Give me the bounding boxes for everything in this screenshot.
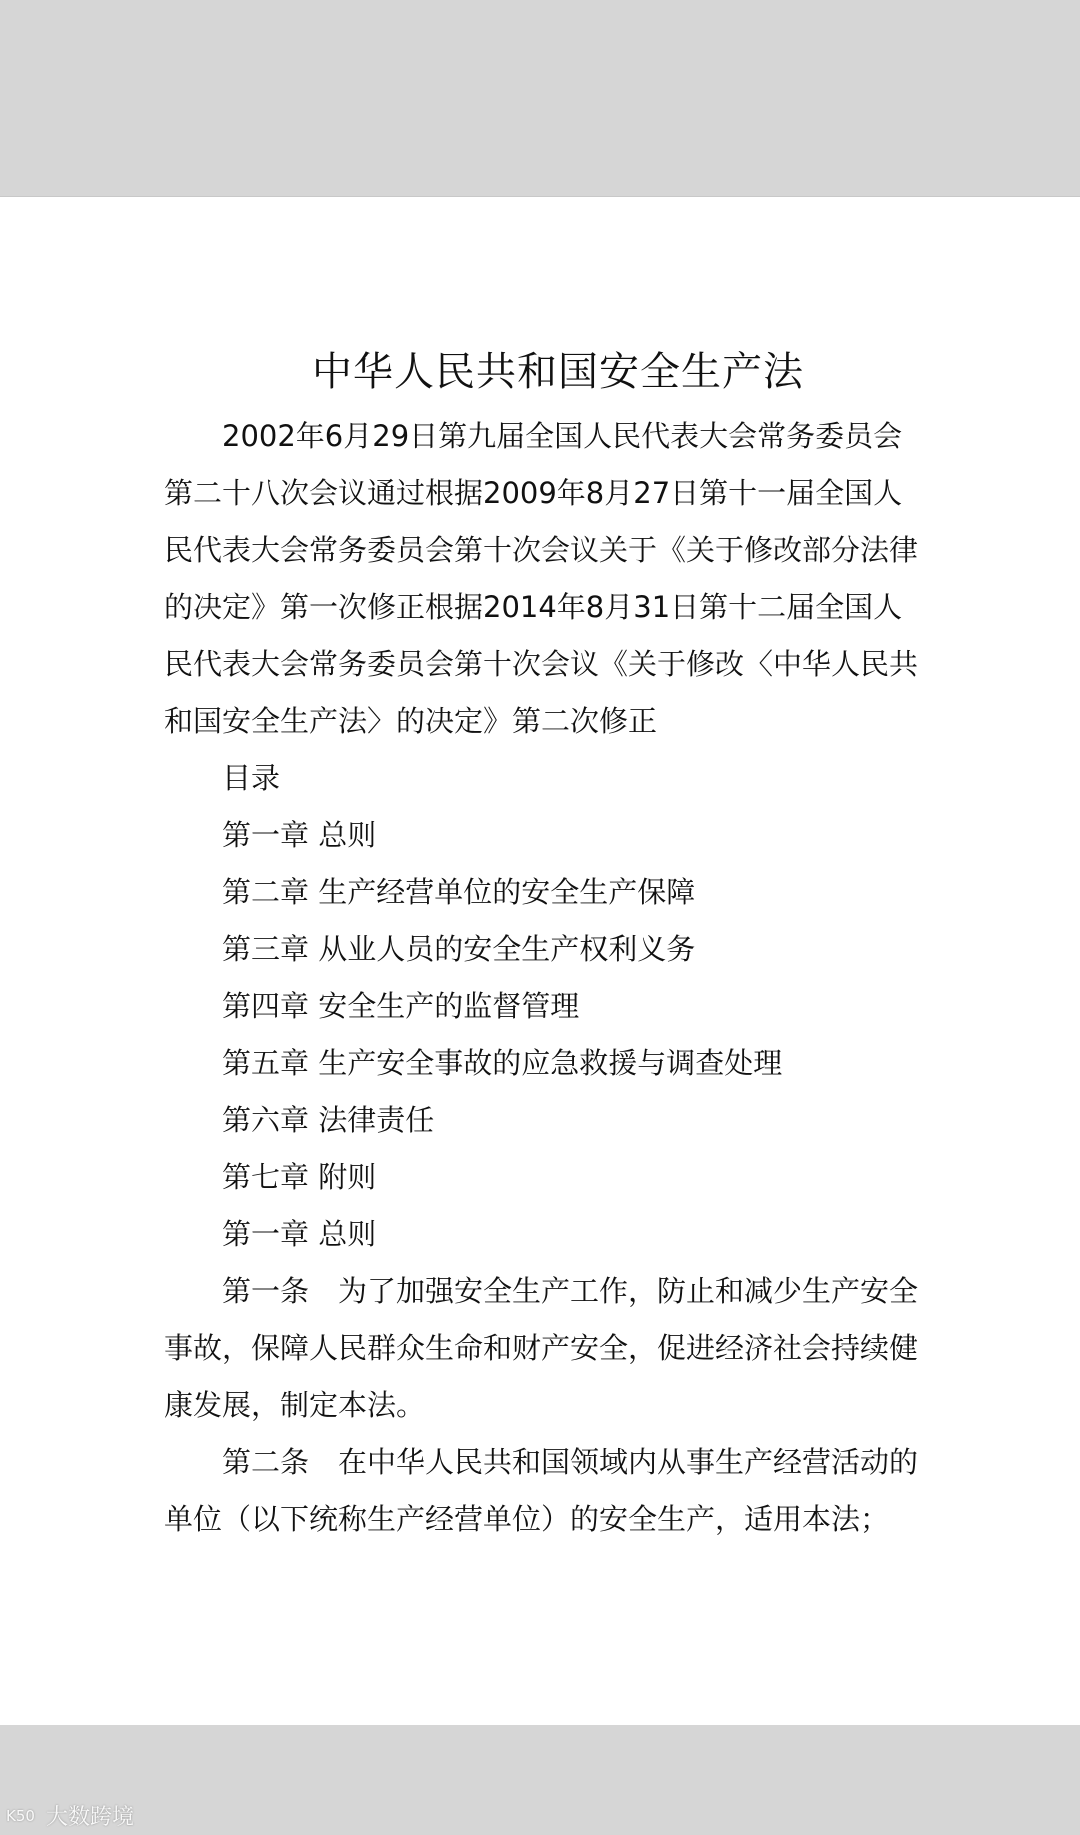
toc-item: 第四章 安全生产的监督管理 bbox=[222, 989, 580, 1023]
toc-item: 第五章 生产安全事故的应急救援与调查处理 bbox=[222, 1046, 783, 1080]
document-title: 中华人民共和国安全生产法 bbox=[312, 349, 804, 395]
toc-item: 第三章 从业人员的安全生产权利义务 bbox=[222, 932, 696, 966]
watermark-logo-text: K50 bbox=[6, 1807, 35, 1825]
viewer-top-margin bbox=[0, 0, 1080, 196]
toc-item: 第六章 法律责任 bbox=[222, 1103, 435, 1137]
document-content bbox=[164, 336, 924, 1548]
toc-heading: 目录 bbox=[222, 761, 281, 795]
watermark bbox=[6, 1800, 134, 1830]
preamble-paragraph: 2002年6月29日第九届全国人民代表大会常务委员会第二十八次会议通过根据2009年8月27日第十一届全国人民代表大会常务委员会第十次会议关于《关于修改部分法律的决定》第一次修正根据2014年8月31日第十二届全国人民代表大会常务委员会第十次会议《关于修改〈中华人民共和国安全生产法〉的决定》第二次修正 bbox=[164, 419, 919, 738]
toc-item: 第七章 附则 bbox=[222, 1160, 377, 1194]
watermark-text: 大数跨境 bbox=[46, 1804, 135, 1830]
toc-item: 第二章 生产经营单位的安全生产保障 bbox=[222, 875, 696, 909]
viewer-bottom-margin bbox=[0, 1725, 1080, 1835]
chapter-heading: 第一章 总则 bbox=[222, 1217, 377, 1251]
article-1: 第一条 为了加强安全生产工作，防止和减少生产安全事故，保障人民群众生命和财产安全，促进经济社会持续健康发展，制定本法。 bbox=[164, 1274, 919, 1422]
watermark-logo-icon bbox=[6, 1804, 42, 1826]
toc-item: 第一章 总则 bbox=[222, 818, 377, 852]
article-2: 第二条 在中华人民共和国领域内从事生产经营活动的单位（以下统称生产经营单位）的安全生产，适用本法； bbox=[164, 1445, 919, 1536]
